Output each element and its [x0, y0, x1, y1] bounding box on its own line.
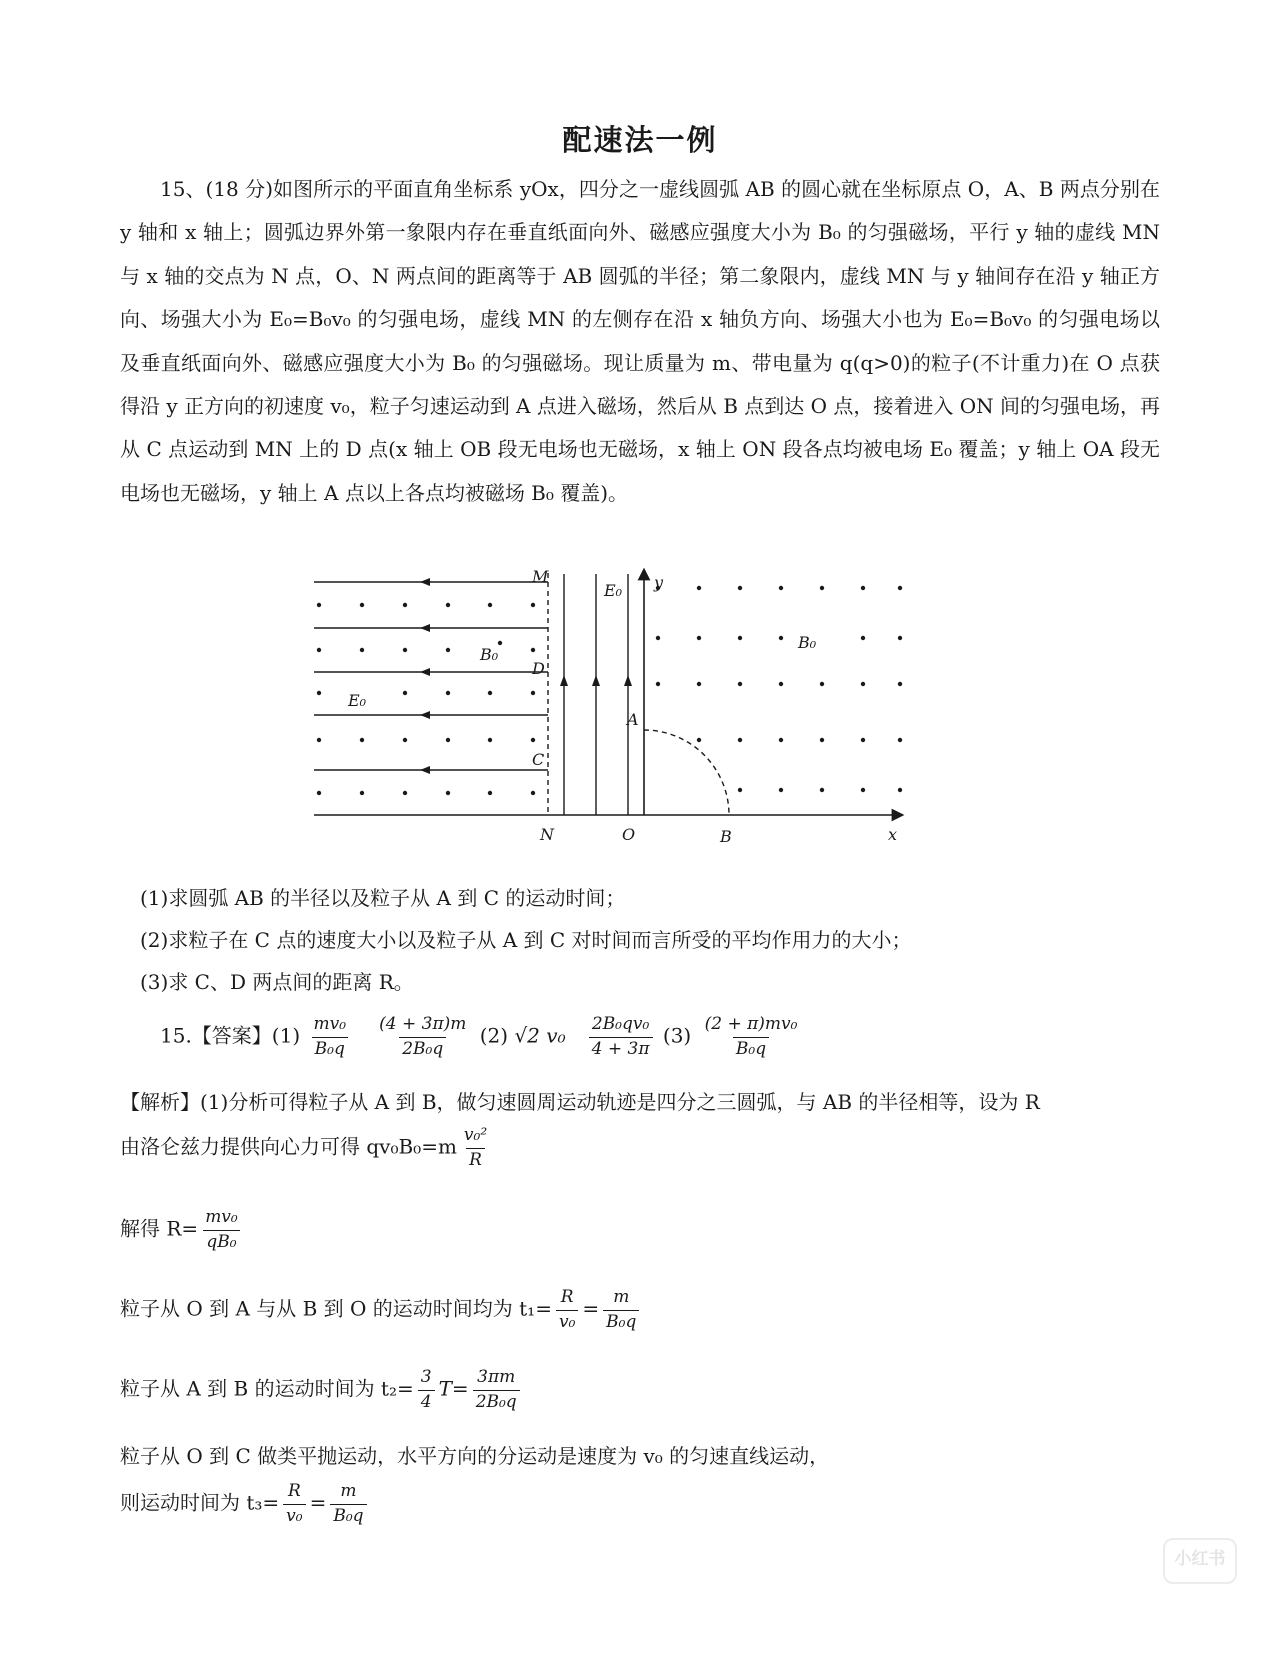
left-field-arrows — [420, 578, 430, 774]
arc-ab — [644, 730, 729, 815]
middle-field-arrows — [560, 675, 632, 686]
question-1: (1)求圆弧 AB 的半径以及粒子从 A 到 C 的运动时间； — [140, 886, 626, 910]
middle-field-lines — [564, 574, 628, 815]
answer-line — [160, 1015, 804, 1059]
page-title: 配速法一例 — [562, 123, 718, 157]
solution-frac-3: $\frac{\text{mv₀}}{\text{qB₀}}$ — [205, 1207, 238, 1252]
label-A: A — [627, 710, 639, 729]
label-N: N — [540, 825, 554, 844]
solution-frac-7b: $\frac{m}{\text{B₀q}}$ — [330, 1482, 366, 1526]
field-diagram — [290, 568, 930, 868]
solution-frac-4b: $\frac{m}{\text{B₀q}}$ — [603, 1288, 639, 1332]
solution-frac-7a: $\frac{R}{\text{v₀}}$ — [283, 1482, 305, 1526]
right-magnetic-dots — [656, 586, 902, 792]
solution-line-4: 粒子从 O 到 A 与从 B 到 O 的运动时间均为 t₁= $\frac{R}{\text{v₀}}$ = $\frac{m}{\text{B₀q}}$ — [120, 1288, 643, 1332]
answer-frac-2: $\frac{(4 + 3\pi)m}{\text{2B₀q}}$ — [379, 1014, 467, 1059]
left-field-lines — [314, 582, 548, 770]
answer-frac-3: $\frac{\text{2B₀qv₀}}{4 + 3\pi}$ — [589, 1015, 653, 1059]
solution-line-6: 粒子从 O 到 C 做类平抛运动，水平方向的分运动是速度为 v₀ 的匀速直线运动， — [120, 1444, 830, 1468]
answer-frac-4: $\frac{\text{(2 + π)mv₀}}{\text{B₀q}}$ — [704, 1014, 798, 1059]
solution-frac-2: $\frac{\text{v₀²}}{R}$ — [463, 1125, 488, 1170]
solution-frac-4a: $\frac{R}{\text{v₀}}$ — [556, 1288, 578, 1332]
answer-part-3: (3) — [662, 1023, 692, 1048]
problem-statement: 15、(18 分)如图所示的平面直角坐标系 yOx，四分之一虚线圆弧 AB 的圆心就在坐标原点 O，A、B 两点分别在 y 轴和 x 轴上；圆弧边界外第一象限内存在垂直纸面向外、磁感应强度大小为 B₀ 的匀强磁场，平行 y 轴的虚线 MN 与 x 轴的交点为 N 点，O、N 两点间的距离等于 AB 圆弧的半径；第二象限内，虚线 MN 与 y 轴间存在沿 y 轴正方向、场强大小为 E₀=B₀v₀ 的匀强电场，虚线 MN 的左侧存在沿 x 轴负方向、场强大小也为 E₀=B₀v₀ 的匀强电场以及垂直纸面向外、磁感应强度大小为 B₀ 的匀强磁场。现让质量为 m、带电量为 q(q>0)的粒子(不计重力)在 O 点获得沿 y 正方向的初速度 v₀，粒子匀速运动到 A 点进入磁场，然后从 B 点到达 O 点，接着进入 ON 间的匀强电场，再从 C 点运动到 MN 上的 D 点(x 轴上 OB 段无电场也无磁场，x 轴上 ON 段各点均被电场 E₀ 覆盖；y 轴上 OA 段无电场也无磁场，y 轴上 A 点以上各点均被磁场 B₀ 覆盖)。 — [120, 177, 1160, 505]
answer-prefix: 15.【答案】(1) — [160, 1023, 301, 1048]
label-E0-left: E₀ — [348, 691, 367, 710]
question-2: (2)求粒子在 C 点的速度大小以及粒子从 A 到 C 对时间而言所受的平均作用力的大小； — [140, 928, 912, 952]
label-B: B — [720, 827, 732, 846]
solution-frac-5a: $\frac{3}{4}$ — [418, 1368, 435, 1412]
label-O: O — [622, 825, 636, 844]
label-C: C — [532, 750, 545, 769]
solution-line-5: 粒子从 A 到 B 的运动时间为 t₂= $\frac{3}{4}$ T= $\frac{3\pi m}{\text{2B₀q}}$ — [120, 1368, 524, 1412]
label-B0-left: B₀ — [480, 645, 499, 664]
question-list — [140, 877, 912, 1003]
question-3: (3)求 C、D 两点间的距离 R。 — [140, 970, 414, 994]
label-y: y — [654, 573, 664, 592]
label-x: x — [888, 825, 898, 844]
label-M: M — [532, 568, 549, 586]
answer-sqrt: √2 v₀ — [514, 1023, 566, 1048]
label-E0-mid: E₀ — [604, 581, 623, 600]
solution-frac-5b: $\frac{3\pi m}{\text{2B₀q}}$ — [473, 1368, 520, 1412]
solution-line-3: 解得 R= $\frac{\text{mv₀}}{\text{qB₀}}$ — [120, 1208, 245, 1252]
solution-line-1: 【解析】(1)分析可得粒子从 A 到 B，做匀速圆周运动轨迹是四分之三圆弧，与 AB 的半径相等，设为 R — [120, 1090, 1040, 1114]
solution-line-2: 由洛仑兹力提供向心力可得 qv₀B₀=m $\frac{\text{v₀²}}{R}$ — [120, 1126, 494, 1170]
answer-frac-1: $\frac{\text{mv₀}}{\text{B₀q}}$ — [313, 1014, 347, 1059]
answer-part-2: (2) — [479, 1023, 509, 1048]
label-D: D — [532, 659, 545, 678]
watermark-logo: 小红书 — [1163, 1538, 1237, 1584]
solution-line-7: 则运动时间为 t₃= $\frac{R}{\text{v₀}}$ = $\frac{m}{\text{B₀q}}$ — [120, 1482, 371, 1526]
label-B0-right: B₀ — [798, 633, 817, 652]
